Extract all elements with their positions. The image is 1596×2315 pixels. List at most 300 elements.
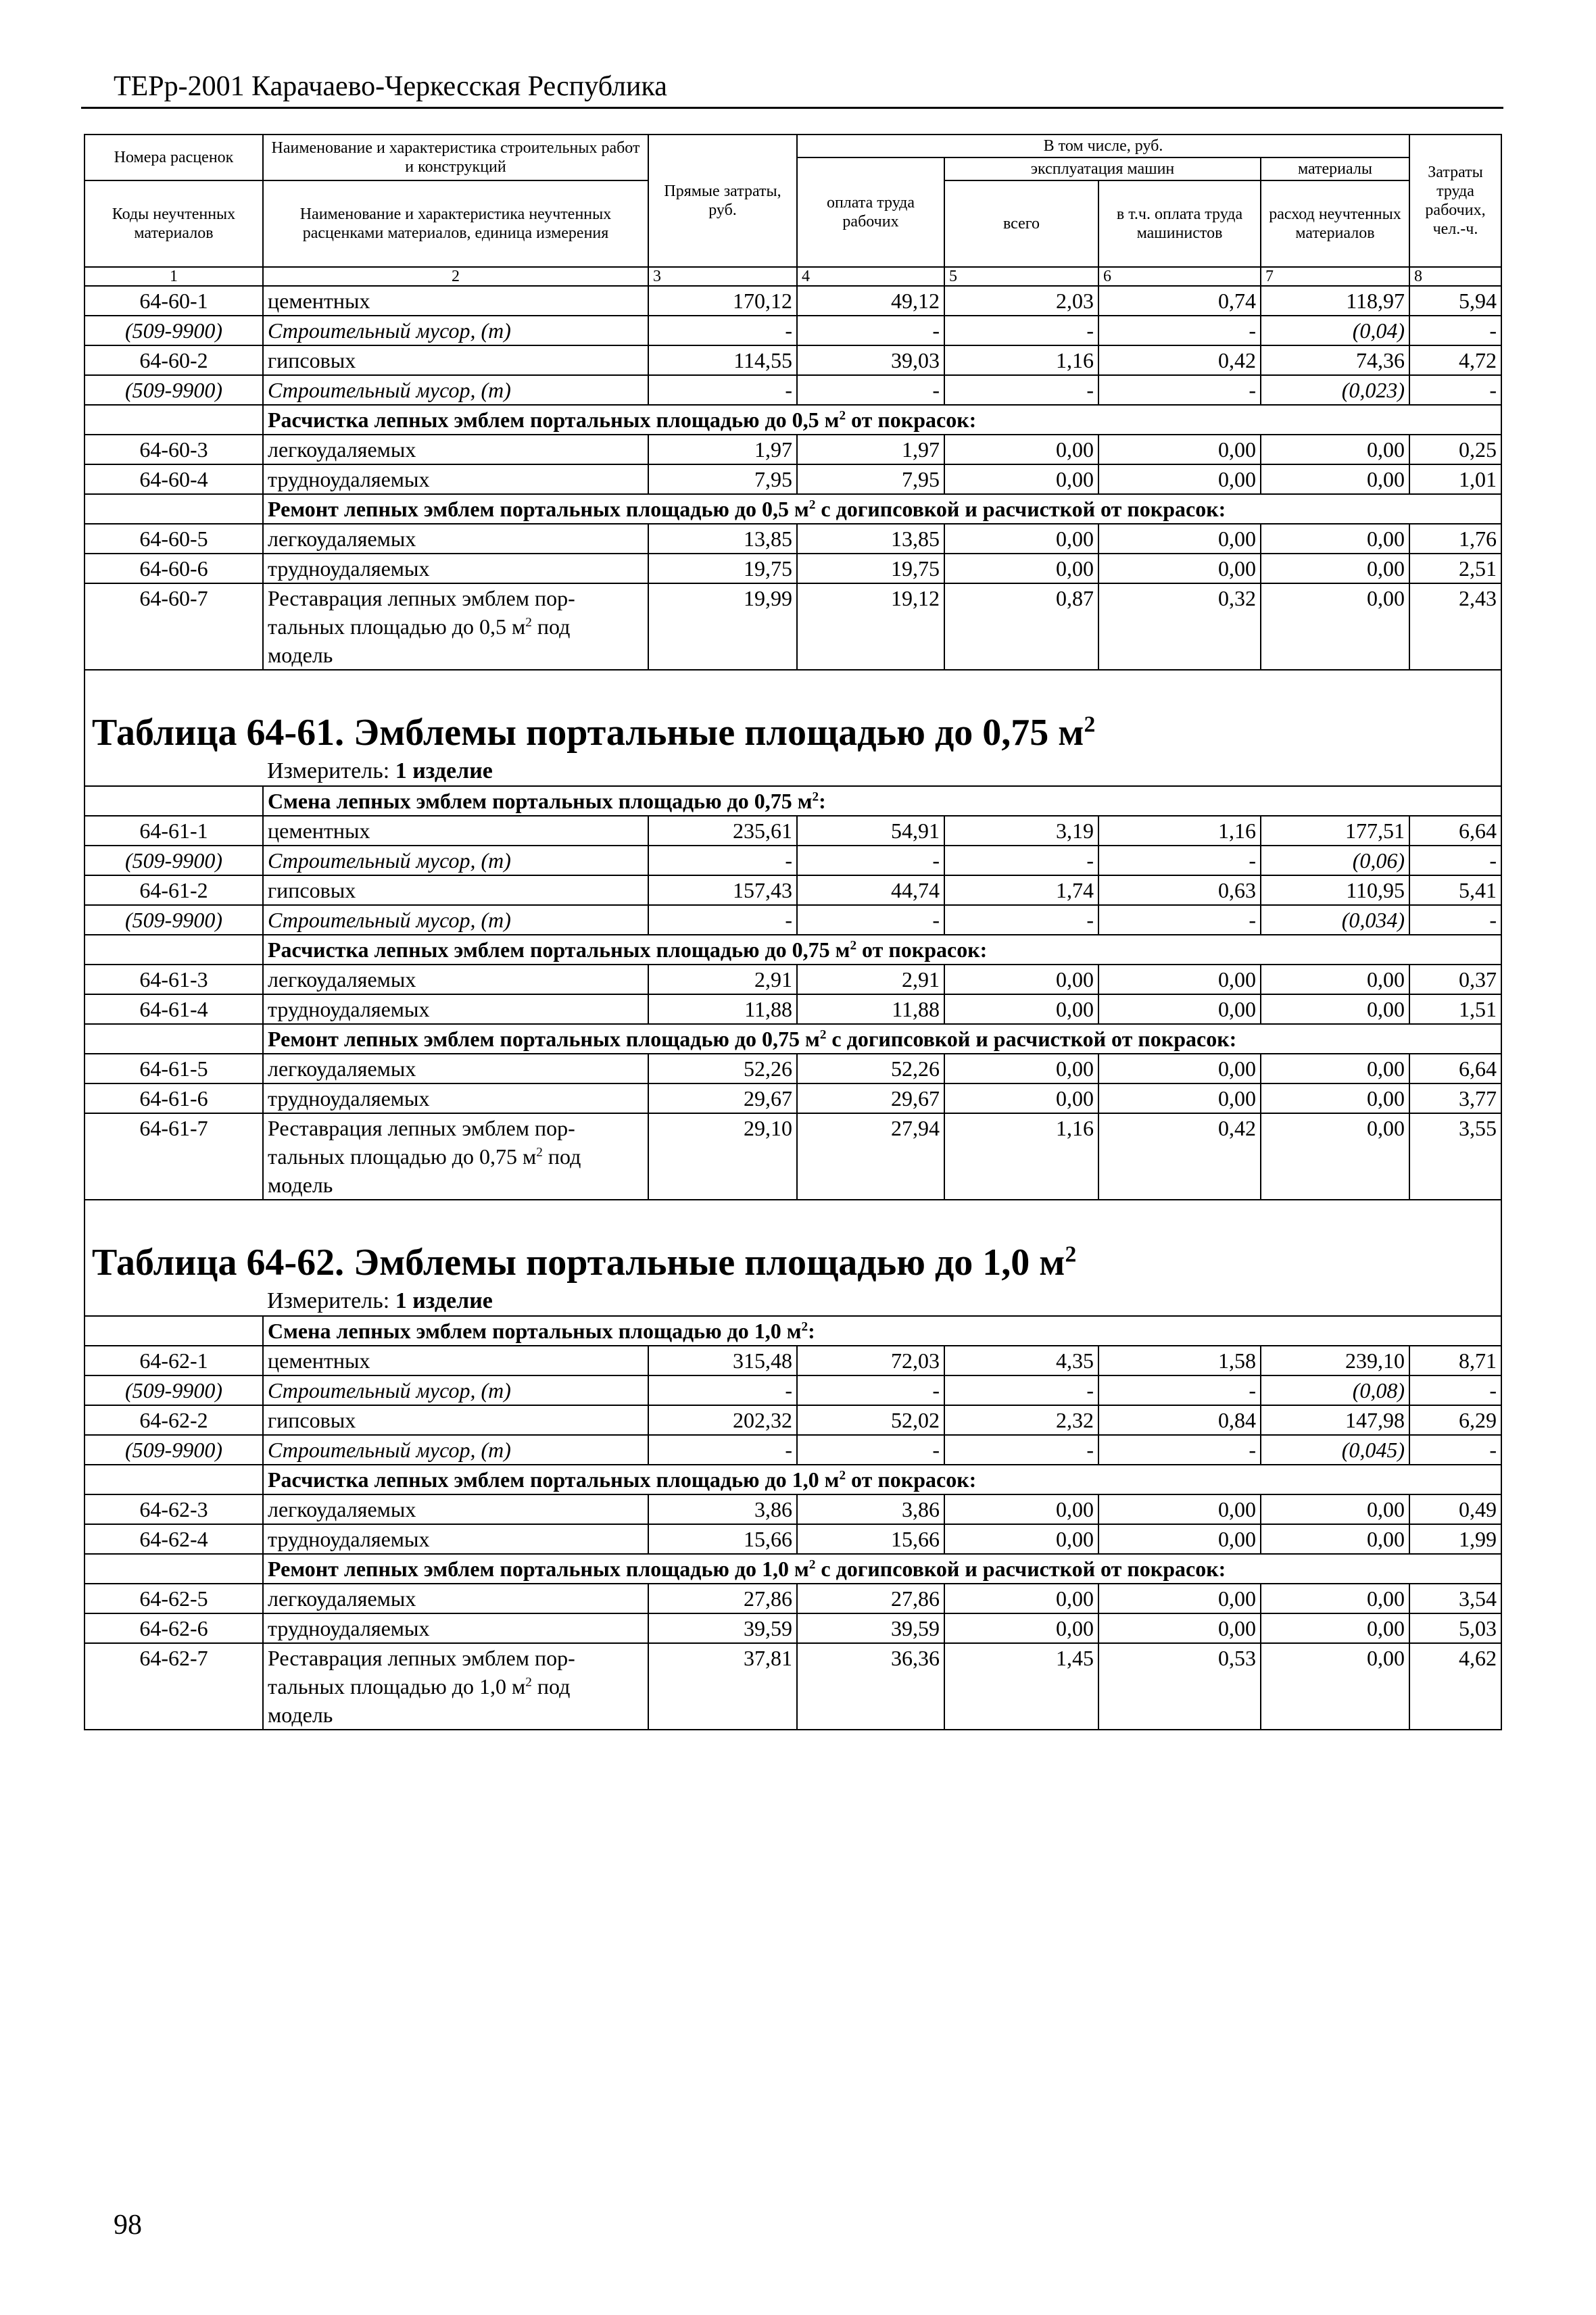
rate-value: 0,00: [944, 994, 1098, 1024]
table-title-row: [84, 1200, 1501, 1287]
rate-value: 6,64: [1409, 816, 1501, 846]
rate-value: 202,32: [648, 1405, 797, 1435]
table-title: Таблица 64-61. Эмблемы портальные площадью до 0,75 $м^2$: [84, 670, 1501, 757]
rate-value: 36,36: [797, 1643, 944, 1730]
table-row: [84, 286, 1501, 316]
rate-value: 147,98: [1261, 1405, 1409, 1435]
measure-row: [84, 1287, 1501, 1316]
rate-value: 0,00: [1261, 524, 1409, 554]
page-number: 98: [114, 2210, 142, 2241]
rate-value: 3,86: [648, 1494, 797, 1524]
rate-name: цементных: [263, 286, 648, 316]
rate-value: 11,88: [797, 994, 944, 1024]
col-code-bottom: Коды неучтенных материалов: [84, 180, 263, 267]
rate-value: 0,00: [1098, 965, 1261, 994]
col-num: 3: [648, 267, 797, 286]
rate-value: -: [648, 375, 797, 405]
rate-value: 0,42: [1098, 345, 1261, 375]
rate-value: -: [797, 375, 944, 405]
rate-value: 114,55: [648, 345, 797, 375]
rate-value: 72,03: [797, 1346, 944, 1375]
rate-value: 0,00: [1261, 1494, 1409, 1524]
col-machines: эксплуатация машин: [944, 157, 1261, 180]
table-row: [84, 1083, 1501, 1113]
section-spacer: [84, 494, 263, 524]
rate-value: 29,67: [797, 1083, 944, 1113]
rate-name: гипсовых: [263, 875, 648, 905]
rate-value: 1,76: [1409, 524, 1501, 554]
rate-code: (509-9900): [84, 1435, 263, 1465]
rate-value: 0,00: [1261, 1584, 1409, 1613]
rate-value: 3,86: [797, 1494, 944, 1524]
rate-value: 52,26: [797, 1054, 944, 1083]
rate-name: легкоудаляемых: [263, 965, 648, 994]
rate-value: 0,00: [1098, 464, 1261, 494]
table-row: [84, 875, 1501, 905]
rate-value: 0,37: [1409, 965, 1501, 994]
table-title: Таблица 64-62. Эмблемы портальные площадью до 1,0 $м^2$: [84, 1200, 1501, 1287]
rate-value: -: [944, 1435, 1098, 1465]
rates-table: [84, 134, 1502, 1730]
col-num: 2: [263, 267, 648, 286]
rate-value: -: [944, 375, 1098, 405]
rate-value: 29,10: [648, 1113, 797, 1200]
rate-value: -: [648, 905, 797, 935]
section-heading: Смена лепных эмблем портальных площадью до 1,0 $м^2$:: [263, 1316, 1501, 1346]
rate-name: Строительный мусор, (т): [263, 1375, 648, 1405]
rate-value: 0,25: [1409, 435, 1501, 464]
rate-value: 19,75: [797, 554, 944, 583]
col-incl: В том числе, руб.: [797, 135, 1409, 157]
table-row: [84, 994, 1501, 1024]
table-row: [84, 464, 1501, 494]
rate-value: 1,99: [1409, 1524, 1501, 1554]
rate-value: -: [944, 316, 1098, 345]
rate-value: -: [1409, 316, 1501, 345]
table-row: [84, 1113, 1501, 1200]
rate-value: 39,03: [797, 345, 944, 375]
table-row: [84, 554, 1501, 583]
table-row: [84, 1524, 1501, 1554]
rate-value: 1,58: [1098, 1346, 1261, 1375]
rate-value: 0,00: [944, 965, 1098, 994]
rate-value: 19,75: [648, 554, 797, 583]
col-num: 7: [1261, 267, 1409, 286]
table-row: [84, 1435, 1501, 1465]
rate-value: -: [1098, 1435, 1261, 1465]
rate-value: -: [1409, 1375, 1501, 1405]
table-row: [84, 316, 1501, 345]
table-64-62: [84, 1316, 1501, 1730]
rate-value: 2,91: [648, 965, 797, 994]
rate-name: Строительный мусор, (т): [263, 846, 648, 875]
table-row: [84, 1054, 1501, 1083]
col-num: 8: [1409, 267, 1501, 286]
rate-value: 0,00: [1261, 583, 1409, 670]
rate-code: (509-9900): [84, 316, 263, 345]
rate-value: 0,00: [1261, 554, 1409, 583]
section-row: [84, 1024, 1501, 1054]
rate-name: Строительный мусор, (т): [263, 1435, 648, 1465]
rate-name: цементных: [263, 1346, 648, 1375]
rate-code: 64-61-2: [84, 875, 263, 905]
rate-code: 64-61-3: [84, 965, 263, 994]
rate-code: 64-61-6: [84, 1083, 263, 1113]
table-64-60: [84, 286, 1501, 670]
section-heading: Расчистка лепных эмблем портальных площадью до 0,75 $м^2$ от покрасок:: [263, 935, 1501, 965]
rate-value: 4,72: [1409, 345, 1501, 375]
rate-name: трудноудаляемых: [263, 554, 648, 583]
rate-value: 0,00: [944, 1584, 1098, 1613]
section-row: [84, 1554, 1501, 1584]
rate-code: 64-60-2: [84, 345, 263, 375]
rate-code: 64-61-5: [84, 1054, 263, 1083]
rate-value: 1,16: [944, 1113, 1098, 1200]
rate-value: -: [1098, 1375, 1261, 1405]
rate-value: -: [648, 1435, 797, 1465]
rate-name: гипсовых: [263, 345, 648, 375]
rate-code: 64-61-1: [84, 816, 263, 846]
rate-value: 0,00: [944, 524, 1098, 554]
rate-value: (0,045): [1261, 1435, 1409, 1465]
rate-value: 0,00: [1261, 1054, 1409, 1083]
rate-value: -: [1098, 375, 1261, 405]
rate-value: 0,32: [1098, 583, 1261, 670]
rate-value: 1,45: [944, 1643, 1098, 1730]
table-row: [84, 1643, 1501, 1730]
table-row: [84, 816, 1501, 846]
table-row: [84, 524, 1501, 554]
rate-value: 0,00: [1098, 524, 1261, 554]
rate-value: 49,12: [797, 286, 944, 316]
rate-value: 0,00: [944, 554, 1098, 583]
rate-code: 64-60-5: [84, 524, 263, 554]
rate-code: 64-62-6: [84, 1613, 263, 1643]
rate-code: 64-60-4: [84, 464, 263, 494]
rate-value: -: [944, 1375, 1098, 1405]
rate-value: 0,00: [1098, 1524, 1261, 1554]
rate-value: -: [648, 846, 797, 875]
col-materials: материалы: [1261, 157, 1409, 180]
section-spacer: [84, 1316, 263, 1346]
rate-value: -: [1098, 846, 1261, 875]
section-spacer: [84, 405, 263, 435]
rate-code: 64-61-7: [84, 1113, 263, 1200]
header-row: [84, 135, 1501, 157]
col-machines-labor: в т.ч. оплата труда машинистов: [1098, 180, 1261, 267]
table-row: [84, 1613, 1501, 1643]
rate-value: 0,00: [1098, 435, 1261, 464]
rate-value: -: [1409, 375, 1501, 405]
rate-value: 27,94: [797, 1113, 944, 1200]
rate-value: 0,00: [1261, 1613, 1409, 1643]
rate-value: 239,10: [1261, 1346, 1409, 1375]
measure-row: [84, 757, 1501, 786]
rate-value: 39,59: [648, 1613, 797, 1643]
rate-name: Реставрация лепных эмблем пор- тальных площадью до 1,0 $м^2$ под модель: [263, 1643, 648, 1730]
section-spacer: [84, 1024, 263, 1054]
rate-value: 6,29: [1409, 1405, 1501, 1435]
table-row: [84, 905, 1501, 935]
rate-value: (0,06): [1261, 846, 1409, 875]
rate-value: 2,43: [1409, 583, 1501, 670]
rate-value: 2,03: [944, 286, 1098, 316]
table-row: [84, 583, 1501, 670]
rate-name: трудноудаляемых: [263, 464, 648, 494]
rate-value: 0,00: [1261, 1524, 1409, 1554]
rate-value: 0,00: [1261, 1083, 1409, 1113]
rate-value: 2,51: [1409, 554, 1501, 583]
rate-value: -: [797, 846, 944, 875]
rate-value: 0,00: [1261, 965, 1409, 994]
rate-value: 27,86: [648, 1584, 797, 1613]
section-heading: Ремонт лепных эмблем портальных площадью до 1,0 $м^2$ с догипсовкой и расчисткой от покрасок:: [263, 1554, 1501, 1584]
section-heading: Расчистка лепных эмблем портальных площадью до 1,0 $м^2$ от покрасок:: [263, 1465, 1501, 1494]
rate-name: легкоудаляемых: [263, 1494, 648, 1524]
col-num: 5: [944, 267, 1098, 286]
rate-value: 19,99: [648, 583, 797, 670]
rate-value: 7,95: [797, 464, 944, 494]
rate-value: 0,00: [1261, 1643, 1409, 1730]
rate-value: 2,32: [944, 1405, 1098, 1435]
rate-value: 0,00: [1261, 1113, 1409, 1200]
rate-value: 3,54: [1409, 1584, 1501, 1613]
rate-value: 3,55: [1409, 1113, 1501, 1200]
rate-value: -: [797, 905, 944, 935]
rate-code: 64-62-3: [84, 1494, 263, 1524]
measure-label: Измеритель: 1 изделие: [263, 1287, 1501, 1316]
rate-value: 27,86: [797, 1584, 944, 1613]
section-row: [84, 1465, 1501, 1494]
rate-value: -: [1409, 1435, 1501, 1465]
rate-value: 170,12: [648, 286, 797, 316]
running-header: ТЕРр-2001 Карачаево-Черкесская Республика: [114, 71, 667, 102]
col-labor-cost: Затраты труда рабочих, чел.-ч.: [1409, 135, 1501, 267]
table-row: [84, 435, 1501, 464]
rate-name: легкоудаляемых: [263, 1054, 648, 1083]
rate-name: трудноудаляемых: [263, 994, 648, 1024]
col-materials-sub: расход неучтенных материалов: [1261, 180, 1409, 267]
col-code-top: Номера расценок: [84, 135, 263, 180]
rate-value: 0,87: [944, 583, 1098, 670]
rate-value: 5,03: [1409, 1613, 1501, 1643]
rate-value: 3,19: [944, 816, 1098, 846]
rate-value: 2,91: [797, 965, 944, 994]
rate-value: 1,01: [1409, 464, 1501, 494]
rate-name: цементных: [263, 816, 648, 846]
rate-value: 0,53: [1098, 1643, 1261, 1730]
rate-name: Реставрация лепных эмблем пор- тальных площадью до 0,75 $м^2$ под модель: [263, 1113, 648, 1200]
rate-name: Строительный мусор, (т): [263, 905, 648, 935]
rate-value: 0,49: [1409, 1494, 1501, 1524]
rate-value: 74,36: [1261, 345, 1409, 375]
table-row: [84, 1405, 1501, 1435]
rate-value: 235,61: [648, 816, 797, 846]
rate-name: гипсовых: [263, 1405, 648, 1435]
rate-value: 1,16: [1098, 816, 1261, 846]
rate-value: 1,97: [797, 435, 944, 464]
rate-name: Строительный мусор, (т): [263, 375, 648, 405]
section-row: [84, 494, 1501, 524]
rate-code: 64-60-6: [84, 554, 263, 583]
rate-value: 3,77: [1409, 1083, 1501, 1113]
rate-code: (509-9900): [84, 1375, 263, 1405]
rate-value: 52,26: [648, 1054, 797, 1083]
rate-value: 0,00: [944, 1613, 1098, 1643]
rate-value: 13,85: [797, 524, 944, 554]
rate-code: 64-60-3: [84, 435, 263, 464]
rate-value: 1,74: [944, 875, 1098, 905]
rate-value: 6,64: [1409, 1054, 1501, 1083]
header-rule: [81, 107, 1503, 109]
rate-value: 13,85: [648, 524, 797, 554]
rate-value: 0,42: [1098, 1113, 1261, 1200]
rate-value: 4,62: [1409, 1643, 1501, 1730]
col-machines-total: всего: [944, 180, 1098, 267]
rate-value: 5,41: [1409, 875, 1501, 905]
rate-value: 11,88: [648, 994, 797, 1024]
rate-value: -: [797, 1375, 944, 1405]
section-spacer: [84, 935, 263, 965]
rate-value: -: [944, 905, 1098, 935]
rate-value: 0,00: [1261, 994, 1409, 1024]
measure-label: Измеритель: 1 изделие: [263, 757, 1501, 786]
rate-value: 0,00: [1098, 1584, 1261, 1613]
rate-name: Строительный мусор, (т): [263, 316, 648, 345]
rate-value: 0,00: [1261, 464, 1409, 494]
rate-code: 64-60-7: [84, 583, 263, 670]
rate-value: -: [797, 316, 944, 345]
rate-value: 0,00: [944, 1083, 1098, 1113]
section-row: [84, 935, 1501, 965]
table-row: [84, 1346, 1501, 1375]
section-heading: Расчистка лепных эмблем портальных площадью до 0,5 $м^2$ от покрасок:: [263, 405, 1501, 435]
rate-value: 315,48: [648, 1346, 797, 1375]
rate-code: 64-62-2: [84, 1405, 263, 1435]
rate-value: 157,43: [648, 875, 797, 905]
rate-value: -: [1409, 846, 1501, 875]
rate-value: 29,67: [648, 1083, 797, 1113]
rate-value: 1,16: [944, 345, 1098, 375]
table-row: [84, 375, 1501, 405]
table-row: [84, 846, 1501, 875]
rate-code: 64-62-7: [84, 1643, 263, 1730]
rate-code: 64-60-1: [84, 286, 263, 316]
rate-value: -: [1098, 905, 1261, 935]
rate-value: 19,12: [797, 583, 944, 670]
table-row: [84, 965, 1501, 994]
table-row: [84, 1375, 1501, 1405]
rate-value: 54,91: [797, 816, 944, 846]
rate-value: 0,00: [944, 464, 1098, 494]
rate-code: 64-61-4: [84, 994, 263, 1024]
section-row: [84, 786, 1501, 816]
rate-name: легкоудаляемых: [263, 524, 648, 554]
rate-value: 0,00: [1098, 994, 1261, 1024]
table-64-61: [84, 786, 1501, 1200]
rate-name: легкоудаляемых: [263, 435, 648, 464]
rate-value: (0,023): [1261, 375, 1409, 405]
rate-value: (0,034): [1261, 905, 1409, 935]
rate-value: 0,84: [1098, 1405, 1261, 1435]
rate-value: 4,35: [944, 1346, 1098, 1375]
rate-value: 1,97: [648, 435, 797, 464]
column-numbers-row: [84, 267, 1501, 286]
rate-value: -: [944, 846, 1098, 875]
rate-name: трудноудаляемых: [263, 1524, 648, 1554]
section-row: [84, 1316, 1501, 1346]
table-row: [84, 345, 1501, 375]
rate-value: 1,51: [1409, 994, 1501, 1024]
rate-value: 0,63: [1098, 875, 1261, 905]
rate-value: 0,00: [1098, 554, 1261, 583]
rate-value: 0,74: [1098, 286, 1261, 316]
rate-value: 8,71: [1409, 1346, 1501, 1375]
rate-value: (0,04): [1261, 316, 1409, 345]
rate-value: 15,66: [648, 1524, 797, 1554]
col-num: 1: [84, 267, 263, 286]
rate-value: -: [1098, 316, 1261, 345]
rate-value: 39,59: [797, 1613, 944, 1643]
col-name-top: Наименование и характеристика строительных работ и конструкций: [263, 135, 648, 180]
rate-value: 5,94: [1409, 286, 1501, 316]
rate-name: трудноудаляемых: [263, 1083, 648, 1113]
rate-value: 0,00: [1098, 1494, 1261, 1524]
rate-value: 37,81: [648, 1643, 797, 1730]
col-num: 6: [1098, 267, 1261, 286]
rate-value: -: [648, 1375, 797, 1405]
col-labor-pay: оплата труда рабочих: [797, 157, 944, 267]
col-direct: Прямые затраты, руб.: [648, 135, 797, 267]
rate-value: 15,66: [797, 1524, 944, 1554]
table-title-row: [84, 670, 1501, 757]
section-heading: Смена лепных эмблем портальных площадью до 0,75 $м^2$:: [263, 786, 1501, 816]
rate-value: 44,74: [797, 875, 944, 905]
rate-code: (509-9900): [84, 846, 263, 875]
rate-code: 64-62-4: [84, 1524, 263, 1554]
section-heading: Ремонт лепных эмблем портальных площадью до 0,75 $м^2$ с догипсовкой и расчисткой от покрасок:: [263, 1024, 1501, 1054]
rate-value: -: [648, 316, 797, 345]
rate-code: (509-9900): [84, 375, 263, 405]
rate-value: 0,00: [944, 1494, 1098, 1524]
rate-value: 0,00: [1098, 1613, 1261, 1643]
rate-value: 52,02: [797, 1405, 944, 1435]
section-spacer: [84, 1465, 263, 1494]
rate-value: 177,51: [1261, 816, 1409, 846]
rate-value: -: [1409, 905, 1501, 935]
rate-value: 0,00: [944, 435, 1098, 464]
rate-value: 0,00: [944, 1054, 1098, 1083]
rate-name: легкоудаляемых: [263, 1584, 648, 1613]
section-spacer: [84, 1554, 263, 1584]
rate-code: 64-62-5: [84, 1584, 263, 1613]
rate-code: 64-62-1: [84, 1346, 263, 1375]
rate-code: (509-9900): [84, 905, 263, 935]
rate-name: трудноудаляемых: [263, 1613, 648, 1643]
rate-value: 0,00: [1098, 1054, 1261, 1083]
col-name-bottom: Наименование и характеристика неучтенных расценками материалов, единица измерения: [263, 180, 648, 267]
rate-value: 118,97: [1261, 286, 1409, 316]
rate-value: 0,00: [1261, 435, 1409, 464]
table-row: [84, 1584, 1501, 1613]
table-row: [84, 1494, 1501, 1524]
section-heading: Ремонт лепных эмблем портальных площадью до 0,5 $м^2$ с догипсовкой и расчисткой от покрасок:: [263, 494, 1501, 524]
rate-value: -: [797, 1435, 944, 1465]
rate-value: 0,00: [944, 1524, 1098, 1554]
rate-name: Реставрация лепных эмблем пор- тальных площадью до 0,5 $м^2$ под модель: [263, 583, 648, 670]
section-row: [84, 405, 1501, 435]
rate-value: (0,08): [1261, 1375, 1409, 1405]
